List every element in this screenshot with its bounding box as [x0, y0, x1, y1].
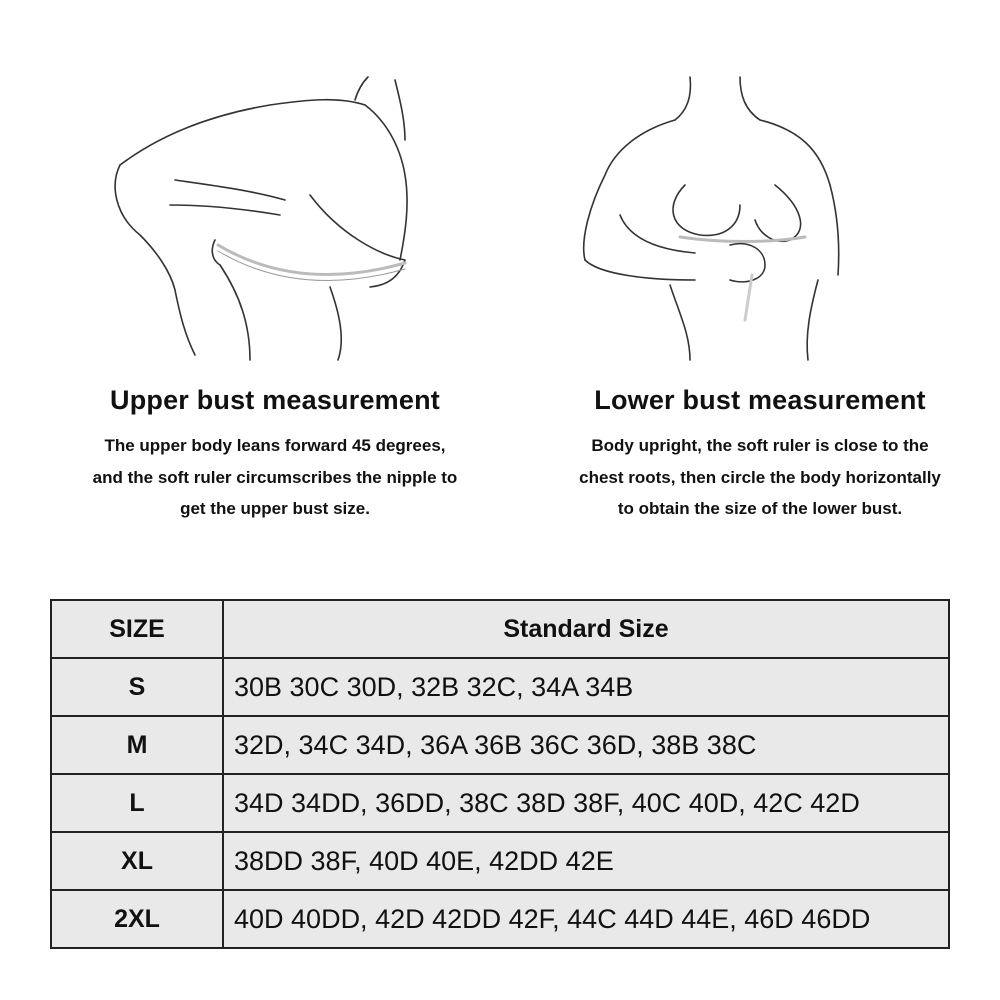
- lower-bust-illustration: [560, 75, 880, 365]
- lower-bust-description: Body upright, the soft ruler is close to the chest roots, then circle the body horizontally to obtain the size of the lower bust.: [579, 436, 941, 518]
- lower-bust-title: Lower bust measurement: [594, 385, 926, 415]
- size-cell: XL: [51, 832, 223, 890]
- upper-bust-caption: [55, 385, 495, 525]
- upper-bust-illustration: [100, 75, 430, 365]
- upper-bust-title: Upper bust measurement: [110, 385, 440, 415]
- standard-size-cell: 32D, 34C 34D, 36A 36B 36C 36D, 38B 38C: [223, 716, 949, 774]
- table-header-row: [51, 600, 949, 658]
- upper-bust-description: The upper body leans forward 45 degrees, and the soft ruler circumscribes the nipple to get the upper bust size.: [92, 436, 458, 518]
- size-cell: L: [51, 774, 223, 832]
- standard-size-cell: 34D 34DD, 36DD, 38C 38D 38F, 40C 40D, 42C 42D: [223, 774, 949, 832]
- standard-size-cell: 40D 40DD, 42D 42DD 42F, 44C 44D 44E, 46D 46DD: [223, 890, 949, 948]
- size-cell: 2XL: [51, 890, 223, 948]
- table-row: [51, 890, 949, 948]
- table-row: [51, 658, 949, 716]
- table-row: [51, 716, 949, 774]
- standard-size-cell: 30B 30C 30D, 32B 32C, 34A 34B: [223, 658, 949, 716]
- size-cell: M: [51, 716, 223, 774]
- table-row: [51, 832, 949, 890]
- lower-bust-caption: [540, 385, 980, 525]
- table-row: [51, 774, 949, 832]
- standard-size-cell: 38DD 38F, 40D 40E, 42DD 42E: [223, 832, 949, 890]
- standard-size-column-header: Standard Size: [223, 600, 949, 658]
- size-column-header: SIZE: [51, 600, 223, 658]
- size-chart-table: [50, 599, 950, 949]
- size-cell: S: [51, 658, 223, 716]
